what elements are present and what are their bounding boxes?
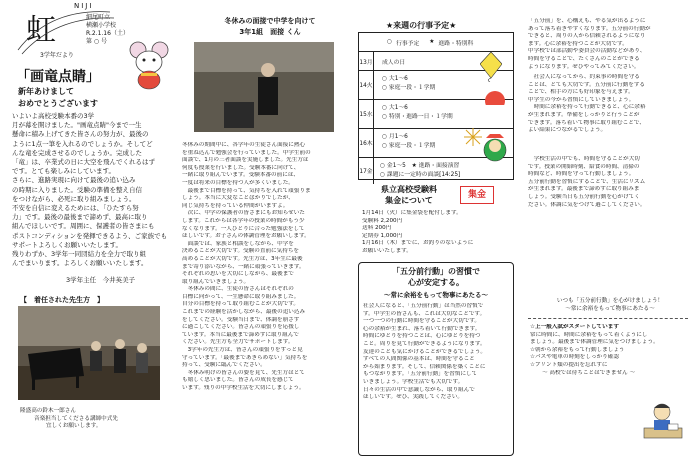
row-day: 14 [359,83,367,89]
interview-body-line: に過ごしてください。皆さんの頑張りを応援し [182,324,300,331]
fee-title-line2: 集金について [385,196,433,205]
fee-body [362,210,514,256]
row-event: 成人の日 [382,60,406,66]
masthead-romaji: NIJI [74,2,94,10]
legend-marker: ○ [387,39,393,45]
schedule-legend [359,33,513,52]
greeting-body-line: いよいよ高校受験本番の3学 [12,112,95,120]
masthead-date: R.2.1.16（土） [86,30,129,37]
column-interview [178,0,346,461]
interview-body-line: 何度も授業を行いました。受験本番に向けて、 [182,164,300,171]
five-min-title-line1: 「五分前行動」の習慣で [392,267,480,276]
right-body-line: ことで、相手の方にも好印象を与えます。 [528,89,634,96]
interview-body-line: します。これからは各学年の授業の時間がもう少 [182,217,305,224]
row-weekday: 月 [366,60,373,66]
schedule-title: ★来週の行事予定★ [386,21,457,30]
greeting-body-line: 残りわずか、3学年一同団結力を全力で取り組 [12,250,147,259]
interview-body-line: 同じ気持ちを持っている仲間がいますよ。 [182,202,289,209]
right-body-line: 五分前行動を習慣にすることで、生活にリズム [528,178,646,185]
photo-caption-line: 宜しくお願いします。 [46,423,102,430]
interview-body-line: 冬休み明けの皆さんの姿を見て、先生方はとて [182,369,305,376]
five-min-body-line: から始まります。そして、信頼関係を築くことに [363,363,486,370]
row-event: ○ 家庭一段・１学期 [382,143,436,149]
interview-title-line2: 3年1組 面接 くん [239,28,301,36]
fee-title-line1: 県立高校受験料 [381,185,437,194]
right-quote [532,298,688,313]
row-day: 13 [359,60,367,66]
right-list-item: ☆上一般入試がスタートしています [530,324,619,330]
piano-performance-picture-icon [18,306,160,400]
fee-body-line: 1月14日（火）に集金袋を配付します。 [362,210,462,216]
daruma-icon [480,132,510,162]
fee-body-line: 1月16日（木）までに、お釣りのないように [362,240,474,247]
column-right [524,0,690,461]
greeting-body-line: 不安を自信に変えるためには、「ひたすら努 [12,204,139,213]
right-body-line: 時間を守ることで、たくさんのことができる [528,55,640,62]
right-list-item: ☆プリント類の提出を忘れずに [530,361,608,368]
interview-body-line: 高めることが大切です。先生方は、3年生に最後 [182,255,303,262]
interview-body-line: います。残りの中学校生活を大切にしましょう。 [182,385,305,391]
interview-body-line: をしてください。受験当日まで、体調を崩さず [182,316,300,323]
interview-body-line: 取り組んでいきましょう。 [182,278,250,285]
divider [528,318,688,319]
right-body-line: できます。落ち着いて物事に取り組むことで、 [528,119,645,126]
greeting-body-line: んな竜を完成させるのでしょうか。完成した [12,148,142,157]
right-list-item: 〜 高校では待ちことはできません 〜 [542,369,636,376]
greeting-headline: 「画竜点睛」 [16,69,100,85]
interview-body-line: ほしいです。お子さんの体調管理をお願いします。 [182,233,310,240]
greeting-body-line: の時期に入りました。受験の準備を整え自信 [12,185,142,194]
interview-body-line: まで寄り添いながら、一緒に頑張っていきます。 [182,263,305,270]
right-list-item: ☆朝から余裕をもって行動しましょう [530,346,625,353]
firework-icon [464,128,482,146]
right-list-item: 常に時間に、時間に余裕をもって着くようにし [530,331,648,338]
right-body-line: が生まれます。準備をしっかりと行うことが [528,111,640,118]
right-body1 [528,18,688,71]
row-day: 15 [359,112,367,118]
greeting-body-line: です。とても楽しみにしています。 [12,167,115,176]
greeting-body-line: 組んでほしいです。周囲に、保護者の皆さまにも [12,222,155,231]
five-min-body-line: すべての人間関係の基本は、時間を守ること [363,356,475,363]
interview-body-line: しょう。本当に大変なことばかりでしたが、 [182,195,294,202]
interview-body-line: 目標に向かって、一生懸命に取り組みました。 [182,293,300,300]
five-min-body-line: 心の余裕が生まれ、落ち着いて行動できます。 [363,325,481,332]
interview-title-line1: 冬休みの面接で中学を向けて [224,17,316,25]
five-min-body [359,299,513,402]
five-min-body-line: す。中学生の皆さんも、これは大切なことです。 [363,310,486,317]
right-body2 [528,74,688,135]
five-min-body-line: 時間にゆとりを持つことは、心にゆとりを持つ [363,333,481,340]
mouse-mascot-icon [128,40,170,90]
right-quote-line: いつも「五分前行動」を心がけましょう！ [556,298,664,304]
interview-body-line: 面談で、1月の三者面談を実施しました。先生方は [182,157,309,164]
greeting-body-line: 懸命に積み上げてきた皆さんの努力が、最後の [12,130,149,139]
photo-caption-line: 隆盛高の鈴木一郎さん [20,408,76,414]
five-min-subtitle: 〜常に余裕をもって物事にあたる〜 [384,291,488,299]
greeting-body-line: ように1点一筆を入れるのでしょうか。そしてど [12,139,153,148]
right-body-line: 中学生の今から習慣にしていきましょう。 [528,96,635,103]
greeting-signature: 3学年主任 今井英美子 [66,276,136,284]
row-weekday: 水 [366,112,373,118]
row-day: 17 [359,169,367,175]
greeting-body [12,112,172,268]
right-body-line: です。授業の開始時刻、給食の時間、清掃の [528,163,640,170]
greeting-line1: 新年あけまして [18,87,74,96]
five-min-body-line: ほしいです。ぜひ、実践してください。 [363,394,464,401]
interview-body-line: ください。先生方も全力でサポートします。 [182,339,294,346]
five-min-body-line: こと。周りを見て行動ができるようになります。 [363,340,486,347]
column-schedule [352,0,518,461]
right-body3 [528,156,688,209]
interview-body-line: も嬉しく思いました。皆さんの成長を感じて [182,377,294,384]
teachers-heading: 【 着任された先生方 】 [20,296,104,304]
fee-stamp: 集金 [460,186,494,204]
right-body-line: ようになります。ぜひやってみてください。 [528,63,640,70]
photo-caption-line: 音楽担当してくださる講師中式先 [34,415,118,422]
fee-body-line: 定期券 1,000円 [362,232,403,239]
five-min-title-line2: 心が安定する。 [408,278,464,287]
interview-body-line: それぞれの思いを大切にしながら、最後まで [182,271,294,278]
five-min-body-line: もつながります。「五分前行動」を習慣にして [363,371,478,378]
interview-body-line: 次に、中学の保護者の皆さまにもお知らせいた [182,210,305,217]
fee-body-line: 送料 200円 [362,225,392,232]
interview-body-line: 面談では、家族と相談をしながら、中学を [182,240,294,247]
row-day: 16 [359,141,367,147]
right-body-line: 時間など、時間を守って行動しましょう。 [528,171,635,178]
right-list-item: ましょう。最後まで体調管理に気をつけましょう。 [530,339,659,346]
row-event: ○ 課題に一定時の面談[14:25] [380,172,461,178]
right-body-line: ことは、とても大切です。五分前に行動をする [528,81,646,88]
interview-photo [194,42,334,132]
masthead-kanji: 虹 [26,13,56,48]
interview-body-line: 最後まで目標を持って、気持ちを入れて頑張りま [182,187,311,194]
interview-body-line: 一度は将来の目標を持つ人が多くいました。 [182,179,294,186]
five-min-body-line: 日々の生活の中で意識しながら、取り組んで [363,386,475,393]
speech-picture-icon [194,42,334,132]
interview-body-line: 一緒に取り組んでいます。受験本番の前には、 [182,172,300,179]
greeting-body-line: 月が幕を開けました。"画竜点睛"今まで一生 [12,121,142,130]
greeting-body-line: 力」です。最後の最後まで諦めず、最高に取り [12,213,148,222]
legend-exam: 進路・特別科 [438,40,474,47]
student-studying-icon [642,400,684,440]
sunrise-icon [482,88,508,114]
interview-body-line: 自分の目標を持って取り組むことが大切です。 [182,301,300,308]
row-weekday: 木 [366,141,373,147]
greeting-body-line: をつけながら、必死に取り組みましょう。 [12,194,136,203]
column-masthead [6,0,171,461]
right-body-line: あって落ち着きやすくなります。五分前の行動が [528,25,651,32]
masthead-issue: 第 ○ 号 [86,38,108,45]
right-body-line: 社会人になってから、約束事の時間を守る [528,74,640,80]
school-line2: 横瀬小学校 [86,22,117,29]
interview-body-line: 決めることが大切です。受験の直前に気持ちを [182,248,300,255]
right-body-line: しょう。受験当日も五分前行動を心がけてく [528,193,640,200]
row-event: ○ 特別・進路一日・１学期 [382,114,453,120]
row-event: ○ 大1〜6 [382,76,408,82]
right-body-line: よい結果につながるでしょう。 [528,127,607,134]
masthead-sub: 3学年だより [40,52,74,59]
right-body-line: 時間に余裕を持って行動できると、心に余裕 [528,104,646,111]
row-event: ○ 金1〜5 ★ 進路・面接演習 [380,163,460,169]
right-body-line: 中学校では部活動や委員会の活動などがあり、 [528,48,646,55]
right-body-line: できると、周りの人から信頼されるようになり [528,33,646,40]
legend-event: 行事予定 [396,40,420,47]
fee-body-line: お願いいたします。 [362,247,412,254]
interview-body [182,142,344,393]
five-min-title [359,266,513,288]
interview-body-line: 冬休みの間に、生徒の皆さんはそれぞれの [182,286,294,293]
right-body-line: ださい。体調に気をつけて過ごしてください。 [528,201,646,208]
photo-caption [20,408,170,431]
interview-body-line: 持って、受験に臨んでください。 [182,362,266,369]
kite-icon [480,52,502,82]
right-list [530,324,688,377]
right-list-item: ☆バスや電車の時刻をしっかり確認 [530,354,619,361]
right-body-line: 「五分前」を、心構えも、やる気が出るように [528,18,646,24]
interview-body-line: 守っています。「最後まであきらめない」気持ちを [182,354,308,361]
interview-body-line: 3学年の先生方は、皆さんの頑張りをずっと見 [182,347,303,354]
greeting-body-line: さらに、進路実現に向けて最後の追い込み [12,176,136,185]
row-event: ○ 大1〜6 [382,105,408,111]
row-event: ○ 家庭一段・１学期 [382,85,436,91]
fee-box [358,184,514,256]
interview-body-line: を重ね込んで勉強会を行っていました。中学生前の [182,149,311,156]
five-min-body-line: いきましょう。学校生活でも大切です。 [363,378,464,385]
legend-star: ★ [429,39,435,45]
row-weekday: 金 [366,169,373,175]
greeting-line2: おめでとうございます [18,99,98,108]
interview-body-line: なくなります。一人ひとりに合った勉強法をして [182,225,305,232]
interview-body-line: ています。本当に最後まで諦めずに取り組んで [182,331,300,338]
greeting-body-line: 「竜」は、卒業式の日に大空を飛んでくれるはず [12,158,155,167]
fee-body-line: 受験料 2,200円 [362,217,403,224]
school-line1: 細尾町立 [86,14,111,21]
five-min-body-line: 友達のことも気にかけることができるでしょう。 [363,348,487,355]
greeting-body-line: サポートよろしくお願いいたします。 [12,240,122,249]
interview-title [200,16,340,38]
five-min-body-line: 社会人になると、「五分前行動」は当然の習慣で [363,303,484,309]
greeting-body-line: ポストコンディションを発揮できるよう、ご家族でも [12,231,168,240]
row-weekday: 火 [366,83,373,89]
concert-photo [18,306,160,400]
five-min-body-line: 一つ一つの行動に時間を守ることが大切です。 [363,318,481,325]
greeting-body-line: んでまいります。よろしくお願いいたします。 [12,259,148,268]
interview-body-line: これまでの経験を活かしながら、最後の追い込み [182,309,306,316]
interview-body-line: 冬休みの期間中に、各学年の生徒さん面接に熱心 [182,142,306,148]
fee-title [364,184,454,206]
right-body-line: が生まれます。最後まで諦めずに取り組みま [528,186,640,193]
five-min-box [358,262,514,456]
right-quote-sub: 〜常に余裕をもって物事にあたる〜 [565,305,655,312]
right-body-line: ます。心に余裕を持つことが大切です。 [528,40,628,47]
row-event: ○ 月1〜6 [382,134,408,140]
right-body-line: 学校生活の中でも、時間を守ることが大切 [528,156,640,162]
